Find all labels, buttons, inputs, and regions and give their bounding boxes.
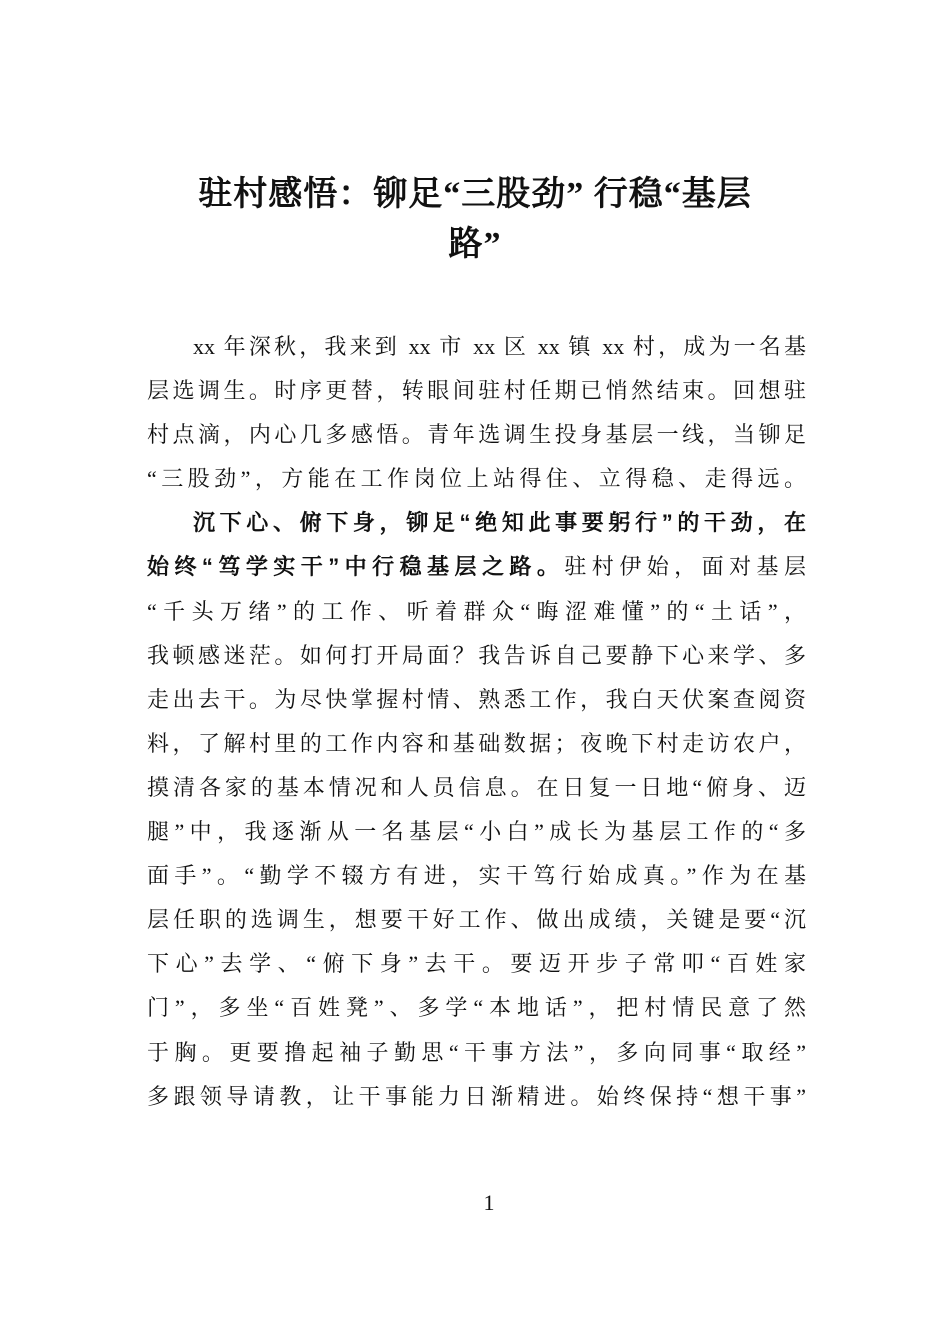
body-text: “千头万绪”的工作、听着群众“晦涩难懂”的“土话”， (147, 598, 806, 624)
paragraph-2-line (147, 1031, 806, 1075)
paragraph-2-line (147, 722, 806, 766)
paragraph-2-line (147, 501, 806, 545)
document-title-line-1: 驻村感悟：铆足“三股劲” 行稳“基层 (198, 176, 752, 213)
body-text: 层任职的选调生，想要干好工作、做出成绩，关键是要“沉 (147, 907, 806, 933)
body-text: xx 年深秋，我来到 xx 市 xx 区 xx 镇 xx 村，成为一名基 (193, 334, 806, 359)
body-text: 多跟领导请教，让干事能力日渐精进。始终保持“想干事” (147, 1083, 806, 1109)
paragraph-2-line (147, 942, 806, 986)
paragraph-1-line (147, 369, 806, 413)
body-text: 摸清各家的基本情况和人员信息。在日复一日地“俯身、迈 (147, 774, 806, 800)
body-text: “三股劲”，方能在工作岗位上站得住、立得稳、走得远。 (147, 466, 806, 492)
body-text: 腿”中，我逐渐从一名基层“小白”成长为基层工作的“多 (147, 819, 806, 845)
body-text: 走出去干。为尽快掌握村情、熟悉工作，我白天伏案查阅资 (147, 686, 806, 712)
paragraph-2-line (147, 545, 806, 589)
paragraph-2-line (147, 678, 806, 722)
bold-heading-text: 沉下心、俯下身，铆足“绝知此事要躬行”的干劲，在 (193, 510, 806, 536)
document-body (147, 325, 806, 1119)
paragraph-1-line (147, 325, 806, 369)
paragraph-2-line (147, 986, 806, 1030)
body-text: 下心”去学、“俯下身”去干。要迈开步子常叩“百姓家 (147, 951, 806, 977)
body-text: 料，了解村里的工作内容和基础数据；夜晚下村走访农户， (147, 730, 806, 756)
paragraph-1-line (147, 457, 806, 501)
body-text: 层选调生。时序更替，转眼间驻村任期已悄然结束。回想驻 (147, 378, 806, 404)
body-text: 驻村伊始，面对基层 (564, 554, 806, 580)
paragraph-2-line (147, 898, 806, 942)
paragraph-2-line (147, 634, 806, 678)
paragraph-2-line (147, 854, 806, 898)
paragraph-2-line (147, 590, 806, 634)
paragraph-2-line (147, 766, 806, 810)
paragraph-1-line (147, 413, 806, 457)
body-text: 于胸。更要撸起袖子勤思“干事方法”，多向同事“取经” (147, 1039, 806, 1065)
body-text: 门”，多坐“百姓凳”、多学“本地话”，把村情民意了然 (147, 995, 806, 1021)
bold-heading-text: 始终“笃学实干”中行稳基层之路。 (147, 554, 565, 580)
document-title-line-2: 路” (448, 226, 502, 263)
page-number: 1 (483, 1190, 495, 1215)
body-text: 村点滴，内心几多感悟。青年选调生投身基层一线，当铆足 (147, 422, 806, 448)
paragraph-2-line (147, 1075, 806, 1119)
paragraph-2-line (147, 810, 806, 854)
body-text: 我顿感迷茫。如何打开局面？我告诉自己要静下心来学、多 (147, 642, 806, 668)
body-text: 面手”。“勤学不辍方有进，实干笃行始成真。”作为在基 (147, 863, 806, 889)
